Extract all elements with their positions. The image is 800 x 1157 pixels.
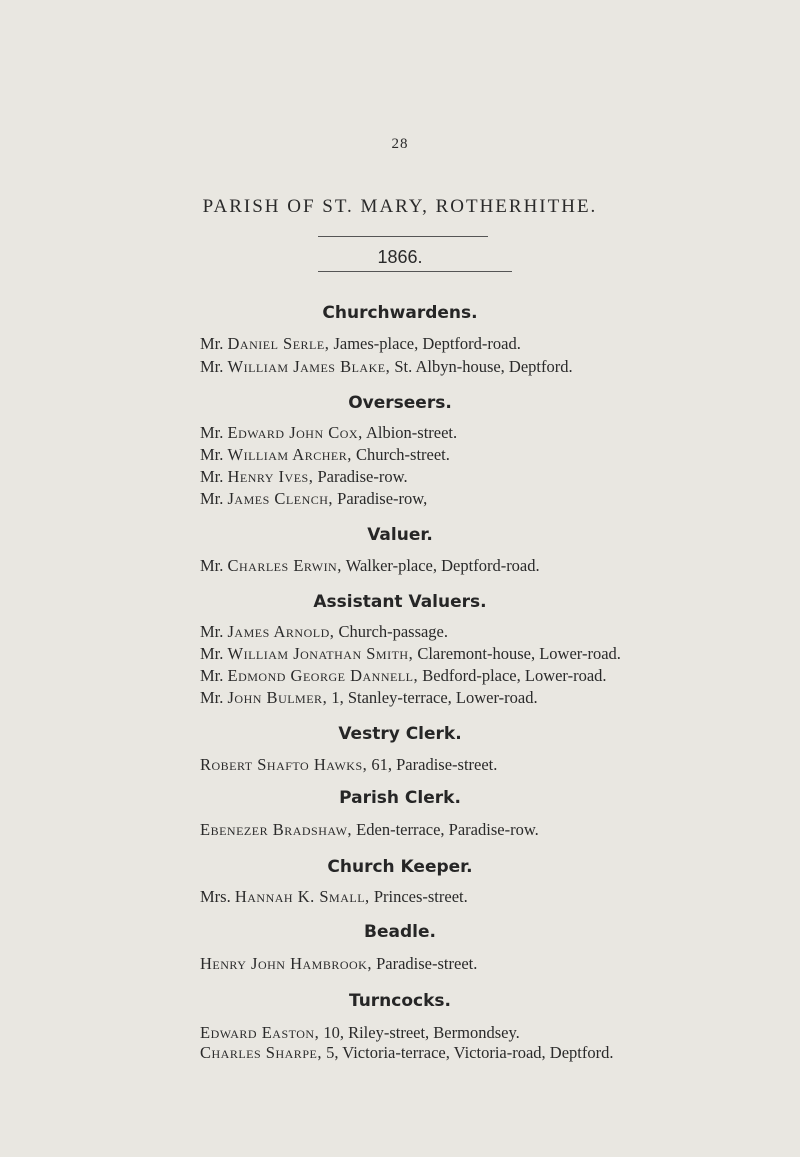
entry-title: Mr. (200, 357, 224, 376)
heading-churchwardens: Churchwardens. (322, 303, 478, 323)
entry-line (200, 489, 427, 509)
entry-title: Mr. (200, 644, 224, 663)
entry-address: 61, Paradise-street. (371, 755, 498, 774)
entry-address: Church-passage. (338, 622, 449, 641)
entry-line (200, 820, 539, 840)
entry-line (200, 1043, 613, 1063)
entry-line (200, 1023, 520, 1043)
entry-title: Mrs. (200, 887, 231, 906)
entry-line (200, 644, 621, 664)
entry-name: William Jonathan Smith, (227, 644, 414, 663)
entry-title: Mr. (200, 556, 224, 575)
entry-address: Princes-street. (373, 887, 468, 906)
entry-address: 1, Stanley-terrace, Lower-road. (331, 688, 538, 707)
heading-valuer: Valuer. (367, 525, 433, 545)
entry-name: Ebenezer Bradshaw, (200, 820, 353, 839)
entry-title: Mr. (200, 666, 224, 685)
entry-name: Hannah K. Small, (234, 887, 370, 906)
heading-beadle: Beadle. (364, 922, 436, 942)
entry-address: Church-street. (355, 445, 450, 464)
entry-line (200, 688, 538, 708)
entry-name: William James Blake, (227, 357, 391, 376)
entry-name: Charles Erwin, (227, 556, 342, 575)
entry-name: Edward Easton, (200, 1023, 320, 1042)
heading-assistant-valuers: Assistant Valuers. (313, 592, 487, 612)
entry-name: John Bulmer, (227, 688, 328, 707)
heading-vestry-clerk: Vestry Clerk. (338, 724, 462, 744)
entry-name: James Clench, (227, 489, 334, 508)
entry-address: Eden-terrace, Paradise-row. (356, 820, 539, 839)
entry-name: Charles Sharpe, (200, 1043, 322, 1062)
entry-name: Edmond George Dannell, (227, 666, 419, 685)
entry-name: Edward John Cox, (227, 423, 363, 442)
rule-bottom (318, 271, 512, 272)
entry-name: James Arnold, (227, 622, 335, 641)
entry-line (200, 423, 457, 443)
entry-line (200, 556, 540, 576)
entry-name: Daniel Serle, (227, 334, 330, 353)
entry-address: Paradise-street. (376, 954, 478, 973)
entry-name: William Archer, (227, 445, 352, 464)
entry-line (200, 666, 607, 686)
entry-line (200, 954, 477, 974)
entry-line (200, 357, 573, 377)
entry-line (200, 445, 450, 465)
entry-address: Paradise-row. (317, 467, 408, 486)
entry-address: Albion-street. (365, 423, 458, 442)
entry-address: James-place, Deptford-road. (333, 334, 521, 353)
entry-title: Mr. (200, 423, 224, 442)
year: 1866. (377, 247, 423, 267)
entry-title: Mr. (200, 467, 224, 486)
rule-top (318, 236, 488, 237)
entry-name: Robert Shafto Hawks, (200, 755, 368, 774)
entry-title: Mr. (200, 489, 224, 508)
entry-line (200, 334, 521, 354)
parish-title: PARISH OF ST. MARY, ROTHERHITHE. (202, 196, 598, 217)
entry-address: Walker-place, Deptford-road. (345, 556, 540, 575)
entry-title: Mr. (200, 622, 224, 641)
entry-line (200, 622, 448, 642)
entry-name: Henry Ives, (227, 467, 314, 486)
entry-address: St. Albyn-house, Deptford. (394, 357, 573, 376)
entry-line (200, 887, 468, 907)
heading-church-keeper: Church Keeper. (327, 857, 473, 877)
entry-line (200, 467, 408, 487)
entry-address: Bedford-place, Lower-road. (422, 666, 607, 685)
entry-address: 10, Riley-street, Bermondsey. (323, 1023, 520, 1042)
entry-address: Claremont-house, Lower-road. (417, 644, 621, 663)
entry-address: 5, Victoria-terrace, Victoria-road, Deptford. (326, 1043, 614, 1062)
entry-name: Henry John Hambrook, (200, 954, 372, 973)
entry-title: Mr. (200, 445, 224, 464)
entry-address: Paradise-row, (337, 489, 428, 508)
entry-title: Mr. (200, 334, 224, 353)
heading-turncocks: Turncocks. (348, 991, 452, 1011)
page-number: 28 (391, 136, 409, 152)
heading-overseers: Overseers. (348, 393, 452, 413)
entry-title: Mr. (200, 688, 224, 707)
entry-line (200, 755, 497, 775)
heading-parish-clerk: Parish Clerk. (339, 788, 461, 808)
